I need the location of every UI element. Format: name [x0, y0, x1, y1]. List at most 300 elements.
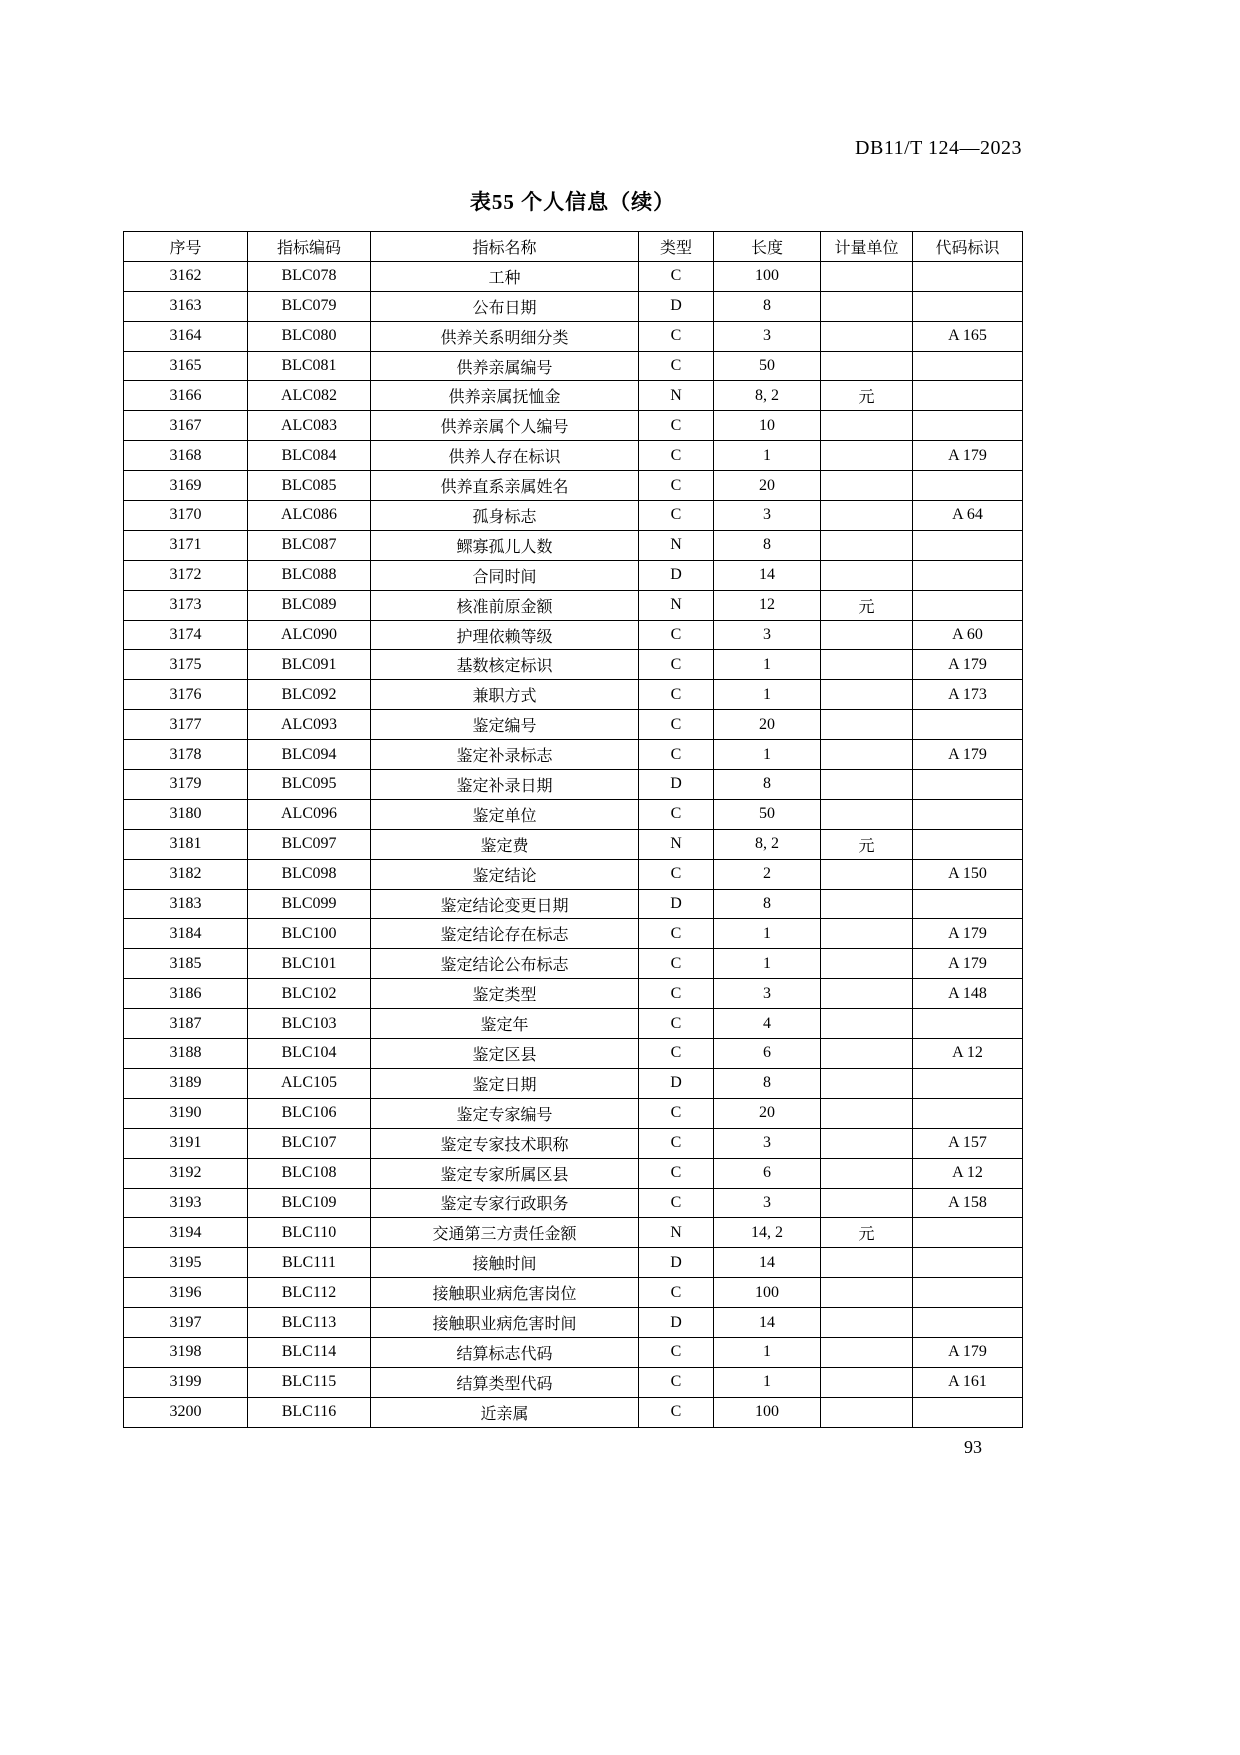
table-cell: 供养人存在标识 [371, 441, 639, 471]
table-cell: 鉴定区县 [371, 1039, 639, 1069]
table-cell [821, 501, 913, 531]
table-cell: C [639, 1337, 714, 1367]
table-row [124, 1188, 1023, 1218]
table-cell: 8 [714, 889, 821, 919]
table-cell [821, 1098, 913, 1128]
table-row [124, 979, 1023, 1009]
table-cell [913, 889, 1023, 919]
table-cell: BLC103 [248, 1009, 371, 1039]
table-row [124, 859, 1023, 889]
column-header: 类型 [639, 232, 714, 262]
table-cell: 3194 [124, 1218, 248, 1248]
table-cell: 3185 [124, 949, 248, 979]
table-cell: A 158 [913, 1188, 1023, 1218]
table-cell: 3163 [124, 291, 248, 321]
table-cell: D [639, 770, 714, 800]
table-cell: BLC114 [248, 1337, 371, 1367]
table-cell: 元 [821, 829, 913, 859]
table-cell: C [639, 799, 714, 829]
table-cell: 8, 2 [714, 829, 821, 859]
table-cell [821, 1188, 913, 1218]
table-row [124, 501, 1023, 531]
table-cell [913, 1308, 1023, 1338]
table-cell: A 173 [913, 680, 1023, 710]
table-row [124, 1009, 1023, 1039]
table-cell [913, 261, 1023, 291]
table-cell: C [639, 1397, 714, 1427]
table-cell [913, 411, 1023, 441]
table-cell: BLC116 [248, 1397, 371, 1427]
table-cell [821, 919, 913, 949]
table-cell: 1 [714, 650, 821, 680]
table-cell: C [639, 261, 714, 291]
table-cell: 3167 [124, 411, 248, 441]
column-header: 代码标识 [913, 232, 1023, 262]
table-cell: BLC106 [248, 1098, 371, 1128]
table-cell: 元 [821, 381, 913, 411]
table-cell: 合同时间 [371, 560, 639, 590]
table-cell: ALC083 [248, 411, 371, 441]
table-cell: A 12 [913, 1039, 1023, 1069]
table-row [124, 411, 1023, 441]
table-cell: 结算类型代码 [371, 1367, 639, 1397]
table-cell: BLC091 [248, 650, 371, 680]
table-cell [913, 351, 1023, 381]
table-cell: BLC108 [248, 1158, 371, 1188]
table-cell: N [639, 530, 714, 560]
table-cell: 100 [714, 1397, 821, 1427]
table-cell: 1 [714, 1337, 821, 1367]
table-cell: 8 [714, 291, 821, 321]
table-cell [821, 949, 913, 979]
table-row [124, 1397, 1023, 1427]
table-cell: 3189 [124, 1068, 248, 1098]
table-cell: 3177 [124, 710, 248, 740]
table-cell: C [639, 501, 714, 531]
table-cell: 鉴定补录日期 [371, 770, 639, 800]
table-cell [821, 1367, 913, 1397]
table-cell [913, 829, 1023, 859]
table-cell [913, 1098, 1023, 1128]
table-cell: 3181 [124, 829, 248, 859]
table-cell [821, 441, 913, 471]
table-cell: C [639, 859, 714, 889]
table-cell [913, 1218, 1023, 1248]
table-cell: BLC084 [248, 441, 371, 471]
table-cell [821, 889, 913, 919]
table-cell: D [639, 560, 714, 590]
table-row [124, 381, 1023, 411]
table-cell: 3172 [124, 560, 248, 590]
table-cell: C [639, 1278, 714, 1308]
table-cell [821, 1158, 913, 1188]
table-cell [913, 381, 1023, 411]
table-cell: 14, 2 [714, 1218, 821, 1248]
table-cell: BLC079 [248, 291, 371, 321]
table-cell: BLC087 [248, 530, 371, 560]
table-cell: 鉴定日期 [371, 1068, 639, 1098]
table-cell: C [639, 680, 714, 710]
table-cell: BLC115 [248, 1367, 371, 1397]
table-cell: 元 [821, 590, 913, 620]
table-cell: C [639, 979, 714, 1009]
table-cell: 兼职方式 [371, 680, 639, 710]
table-cell: 鉴定补录标志 [371, 740, 639, 770]
column-header: 指标编码 [248, 232, 371, 262]
table-cell [821, 859, 913, 889]
table-cell: C [639, 441, 714, 471]
table-cell: BLC080 [248, 321, 371, 351]
table-cell: D [639, 1248, 714, 1278]
table-cell: 14 [714, 1308, 821, 1338]
table-cell: A 179 [913, 740, 1023, 770]
table-cell: 20 [714, 1098, 821, 1128]
table-cell: 鳏寡孤儿人数 [371, 530, 639, 560]
table-cell [821, 1068, 913, 1098]
table-cell: 3176 [124, 680, 248, 710]
table-row [124, 471, 1023, 501]
table-cell: 3 [714, 620, 821, 650]
table-row [124, 291, 1023, 321]
table-cell: 3198 [124, 1337, 248, 1367]
table-cell [821, 411, 913, 441]
table-row [124, 1248, 1023, 1278]
table-cell: 3170 [124, 501, 248, 531]
table-cell [913, 291, 1023, 321]
table-cell: A 12 [913, 1158, 1023, 1188]
table-cell [821, 620, 913, 650]
table-cell: C [639, 919, 714, 949]
table-row [124, 1337, 1023, 1367]
table-cell: 鉴定编号 [371, 710, 639, 740]
table-cell: ALC086 [248, 501, 371, 531]
table-cell: 供养关系明细分类 [371, 321, 639, 351]
table-cell: 3190 [124, 1098, 248, 1128]
table-cell: 元 [821, 1218, 913, 1248]
table-cell: 3196 [124, 1278, 248, 1308]
table-cell: 3168 [124, 441, 248, 471]
table-cell: BLC100 [248, 919, 371, 949]
table-cell: C [639, 471, 714, 501]
table-cell: 10 [714, 411, 821, 441]
table-cell [913, 1278, 1023, 1308]
table-cell [821, 710, 913, 740]
table-cell [821, 1397, 913, 1427]
table-cell: A 150 [913, 859, 1023, 889]
table-cell: BLC081 [248, 351, 371, 381]
table-cell: 1 [714, 740, 821, 770]
table-cell: 3164 [124, 321, 248, 351]
table-row [124, 889, 1023, 919]
table-row [124, 321, 1023, 351]
table-row [124, 1278, 1023, 1308]
table-cell: 孤身标志 [371, 501, 639, 531]
table-cell: BLC094 [248, 740, 371, 770]
table-cell: 3192 [124, 1158, 248, 1188]
table-cell: 100 [714, 261, 821, 291]
table-cell: ALC082 [248, 381, 371, 411]
table-cell: C [639, 411, 714, 441]
table-cell: C [639, 1098, 714, 1128]
table-cell: A 161 [913, 1367, 1023, 1397]
table-row [124, 740, 1023, 770]
table-cell: 50 [714, 351, 821, 381]
table-row [124, 1308, 1023, 1338]
table-cell [821, 321, 913, 351]
table-cell: BLC097 [248, 829, 371, 859]
table-cell: A 179 [913, 919, 1023, 949]
table-cell: 供养直系亲属姓名 [371, 471, 639, 501]
table-row [124, 949, 1023, 979]
table-cell: 3197 [124, 1308, 248, 1338]
table-cell: 14 [714, 560, 821, 590]
table-cell: 2 [714, 859, 821, 889]
table-cell: 1 [714, 919, 821, 949]
table-cell [913, 1068, 1023, 1098]
table-cell: A 179 [913, 650, 1023, 680]
table-cell: 3193 [124, 1188, 248, 1218]
table-cell [821, 1248, 913, 1278]
table-row [124, 710, 1023, 740]
table-cell: C [639, 1128, 714, 1158]
table-cell: ALC105 [248, 1068, 371, 1098]
page-number: 93 [964, 1437, 982, 1457]
table-cell [913, 530, 1023, 560]
table-cell: A 179 [913, 441, 1023, 471]
table-row [124, 351, 1023, 381]
table-cell: A 157 [913, 1128, 1023, 1158]
table-cell [913, 1248, 1023, 1278]
table-cell: 鉴定专家编号 [371, 1098, 639, 1128]
table-cell: D [639, 1068, 714, 1098]
table-cell [821, 770, 913, 800]
table-cell: 3 [714, 1128, 821, 1158]
table-cell: ALC090 [248, 620, 371, 650]
table-cell: 接触时间 [371, 1248, 639, 1278]
table-cell: 6 [714, 1039, 821, 1069]
table-cell: 鉴定结论存在标志 [371, 919, 639, 949]
table-cell: BLC089 [248, 590, 371, 620]
table-cell: C [639, 1158, 714, 1188]
table-row [124, 1039, 1023, 1069]
table-header [124, 232, 1023, 262]
table-cell [821, 1128, 913, 1158]
table-cell: 3171 [124, 530, 248, 560]
table-cell: A 64 [913, 501, 1023, 531]
table-cell: 核准前原金额 [371, 590, 639, 620]
table-cell: 8 [714, 530, 821, 560]
table-cell [821, 680, 913, 710]
table-cell: BLC110 [248, 1218, 371, 1248]
table-cell [821, 560, 913, 590]
table-row [124, 799, 1023, 829]
table-cell: 20 [714, 471, 821, 501]
table-cell: C [639, 321, 714, 351]
table-cell: D [639, 1308, 714, 1338]
table-cell: 3169 [124, 471, 248, 501]
table-title: 表55 个人信息（续） [469, 190, 676, 214]
table-cell: 护理依赖等级 [371, 620, 639, 650]
table-cell: 3175 [124, 650, 248, 680]
table-cell: 3182 [124, 859, 248, 889]
table-cell: N [639, 829, 714, 859]
table-cell: 接触职业病危害岗位 [371, 1278, 639, 1308]
table-cell [821, 1039, 913, 1069]
table-cell: 3179 [124, 770, 248, 800]
table-cell: 3 [714, 501, 821, 531]
table-row [124, 530, 1023, 560]
table-cell: BLC099 [248, 889, 371, 919]
table-cell: 8 [714, 770, 821, 800]
table-cell: 3186 [124, 979, 248, 1009]
table-cell: C [639, 949, 714, 979]
table-cell: C [639, 1039, 714, 1069]
table-cell [821, 471, 913, 501]
table-cell: 结算标志代码 [371, 1337, 639, 1367]
table-cell: 3 [714, 321, 821, 351]
table-row [124, 650, 1023, 680]
column-header: 长度 [714, 232, 821, 262]
table-cell: C [639, 650, 714, 680]
table-cell: ALC096 [248, 799, 371, 829]
table-row [124, 919, 1023, 949]
table-cell [821, 1337, 913, 1367]
table-cell: C [639, 740, 714, 770]
table-cell: 12 [714, 590, 821, 620]
table-row [124, 770, 1023, 800]
table-cell: 鉴定专家所属区县 [371, 1158, 639, 1188]
data-table [123, 231, 1023, 1428]
table-cell [913, 770, 1023, 800]
table-body [124, 261, 1023, 1427]
table-cell [821, 1308, 913, 1338]
table-cell: 1 [714, 949, 821, 979]
table-cell: BLC109 [248, 1188, 371, 1218]
table-cell: 1 [714, 441, 821, 471]
table-cell: 3200 [124, 1397, 248, 1427]
table-row [124, 1068, 1023, 1098]
table-cell: 基数核定标识 [371, 650, 639, 680]
table-cell: C [639, 1367, 714, 1397]
table-cell [913, 560, 1023, 590]
table-cell: 鉴定类型 [371, 979, 639, 1009]
table-cell: 3173 [124, 590, 248, 620]
table-cell: A 148 [913, 979, 1023, 1009]
table-cell: N [639, 381, 714, 411]
table-cell [821, 979, 913, 1009]
table-cell: BLC088 [248, 560, 371, 590]
table-cell: 3180 [124, 799, 248, 829]
table-cell: A 165 [913, 321, 1023, 351]
table-row [124, 1158, 1023, 1188]
table-cell: 4 [714, 1009, 821, 1039]
table-cell: 3178 [124, 740, 248, 770]
table-row [124, 1098, 1023, 1128]
table-cell: A 60 [913, 620, 1023, 650]
table-cell: 100 [714, 1278, 821, 1308]
table-cell: BLC102 [248, 979, 371, 1009]
table-cell: BLC092 [248, 680, 371, 710]
table-cell: BLC078 [248, 261, 371, 291]
table-cell: 1 [714, 1367, 821, 1397]
table-cell: BLC095 [248, 770, 371, 800]
table-header-row [124, 232, 1023, 262]
table-cell [913, 799, 1023, 829]
table-cell: BLC098 [248, 859, 371, 889]
table-cell [913, 471, 1023, 501]
table-cell [913, 1397, 1023, 1427]
table-cell: 鉴定单位 [371, 799, 639, 829]
table-cell: BLC107 [248, 1128, 371, 1158]
table-cell: 近亲属 [371, 1397, 639, 1427]
table-row [124, 680, 1023, 710]
table-cell: BLC101 [248, 949, 371, 979]
table-cell: BLC085 [248, 471, 371, 501]
table-row [124, 441, 1023, 471]
table-cell: 3187 [124, 1009, 248, 1039]
table-cell: 3166 [124, 381, 248, 411]
table-cell: N [639, 590, 714, 620]
table-cell: 3 [714, 1188, 821, 1218]
document-number: DB11/T 124—2023 [855, 137, 1022, 159]
table-cell: BLC111 [248, 1248, 371, 1278]
table-row [124, 1218, 1023, 1248]
table-cell: 3195 [124, 1248, 248, 1278]
table-cell: A 179 [913, 1337, 1023, 1367]
column-header: 序号 [124, 232, 248, 262]
table-cell: 3184 [124, 919, 248, 949]
table-cell: 1 [714, 680, 821, 710]
table-cell: 3162 [124, 261, 248, 291]
table-cell: 公布日期 [371, 291, 639, 321]
table-cell: C [639, 351, 714, 381]
table-row [124, 1367, 1023, 1397]
table-cell [821, 1009, 913, 1039]
table-cell: 鉴定结论 [371, 859, 639, 889]
table-cell: 鉴定专家技术职称 [371, 1128, 639, 1158]
table-cell [821, 530, 913, 560]
table-cell: 接触职业病危害时间 [371, 1308, 639, 1338]
table-cell: BLC104 [248, 1039, 371, 1069]
table-cell: 8, 2 [714, 381, 821, 411]
table-cell: 鉴定费 [371, 829, 639, 859]
table-cell: ALC093 [248, 710, 371, 740]
table-cell: 鉴定结论公布标志 [371, 949, 639, 979]
table-cell [913, 710, 1023, 740]
table-cell: N [639, 1218, 714, 1248]
table-cell: BLC112 [248, 1278, 371, 1308]
table-cell: 14 [714, 1248, 821, 1278]
table-cell: A 179 [913, 949, 1023, 979]
table-cell: 鉴定年 [371, 1009, 639, 1039]
table-cell: C [639, 1009, 714, 1039]
table-cell: C [639, 710, 714, 740]
table-row [124, 829, 1023, 859]
table-cell: 50 [714, 799, 821, 829]
table-cell [821, 291, 913, 321]
table-cell [821, 799, 913, 829]
table-cell: BLC113 [248, 1308, 371, 1338]
column-header: 指标名称 [371, 232, 639, 262]
table-cell: 供养亲属编号 [371, 351, 639, 381]
table-cell: 3165 [124, 351, 248, 381]
table-cell: 8 [714, 1068, 821, 1098]
table-row [124, 560, 1023, 590]
table-cell [821, 351, 913, 381]
table-cell [821, 650, 913, 680]
table-cell [913, 1009, 1023, 1039]
table-cell: 3183 [124, 889, 248, 919]
